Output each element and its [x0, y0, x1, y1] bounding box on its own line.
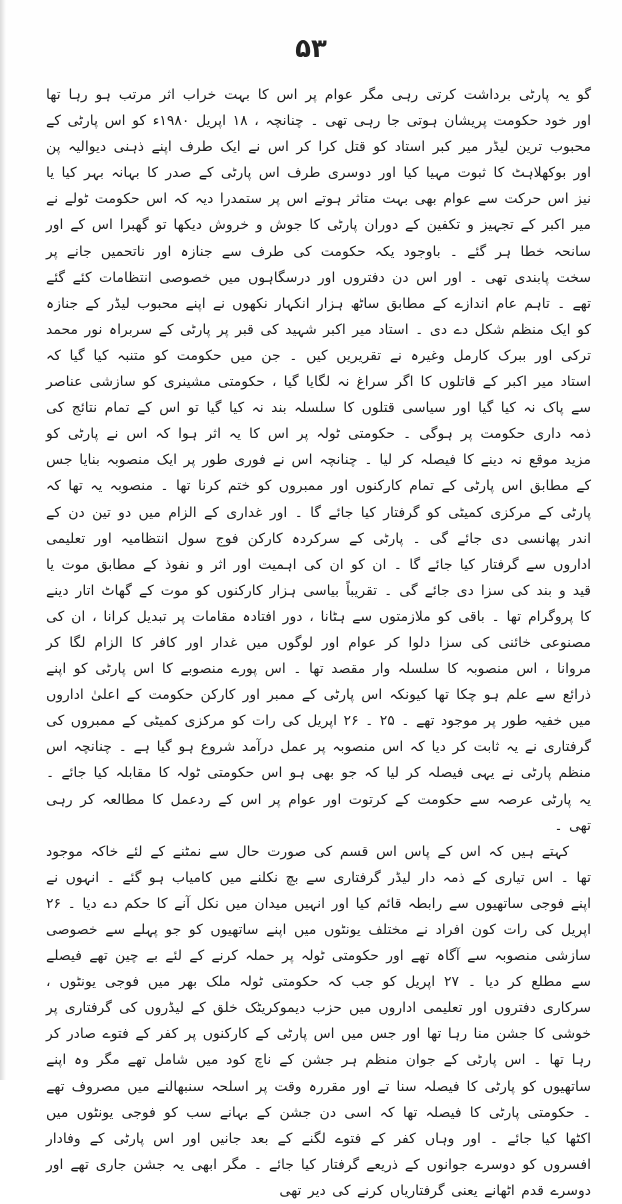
paragraph-1: گو یہ پارٹی برداشت کرتی رہی مگر عوام پر اس کا بہت خراب اثر مرتب ہو رہا تھا اور خود حکومت پریشان ہوتی جا رہی تھی ۔ چنانچہ ، ۱۸ اپریل ۱۹۸۰ء کو اس پارٹی کے محبوب ترین لیڈر میر کبر استاد کو قتل کرا کر اس نے ایک طرف اپنے ذہنی دیوالیہ پن اور بوکھلاہٹ کا ثبوت مہیا کیا اور دوسری طرف اس پارٹی کے صدر کا بہانہ بہر کیا یا نیز اس حرکت سے عوام بھی بہت متاثر ہوتے اس پر ستمدرا دیہ کہ اس حکومت ٹولے نے میر اکبر کے تجہیز و تکفین کے دوران پارٹی کا جوش و خروش دیکھا تو گھبرا اس کے اور سانحہ خطا ہر گئے ۔ باوجود یکہ حکومت کی طرف سے جنازہ اور ناتحمیں جانے پر سخت پابندی تھی ۔ اور اس دن دفتروں اور درسگاہوں میں خصوصی انتظامات کئے گئے تھے ۔ تاہم عام اندازے کے مطابق ساٹھ ہزار انکہار نکھوں نے اپنے محبوب لیڈر کے جنازہ کو ایک منظم شکل دے دی ۔ استاد میر اکبر شہید کی قبر پر پارٹی کے سربراہ نور محمد ترکی اور ببرک کارمل وغیرہ نے تقریریں کیں ۔ جن میں حکومت کو متنبہ کیا گیا کہ استاد میر اکبر کے قاتلوں کا اگر سراغ نہ لگایا گیا ، حکومتی مشینری کو سازشی عناصر سے پاک نہ کیا گیا اور سیاسی قتلوں کا سلسلہ بند نہ کیا گیا تو اس کے تمام نتائج کی ذمہ داری حکومت پر ہوگی ۔ حکومتی ٹولہ پر اس کا یہ اثر ہوا کہ اس نے پارٹی کو مزید موقع نہ دینے کا فیصلہ کر لیا ۔ چنانچہ اس نے فوری طور پر ایک منصوبہ بنایا جس کے مطابق اس پارٹی کے تمام کارکنوں اور ممبروں کو ختم کرنا تھا ۔ منصوبہ یہ تھا کہ پارٹی کے مرکزی کمیٹی کو گرفتار کیا جائے گا ۔ اور غداری کے الزام میں دو تین دن کے اندر پھانسی دی جائے گی ۔ پارٹی کے سرکردہ کارکن فوج سول انتظامیہ اور تعلیمی اداروں سے گرفتار کیا جائے گا ۔ ان کو ان کی اہمیت اور اثر و نفوذ کے مطابق موت یا قید و بند کی سزا دی جائے گی ۔ تقریباً بیاسی ہزار کارکنوں کو موت کے گھاٹ اتار دینے کا پروگرام تھا ۔ باقی کو ملازمتوں سے ہٹانا ، دور افتادہ مقامات پر تبدیل کرانا ، ان کی مصنوعی خائنی کی سزا دلوا کر عوام اور لوگوں میں غدار اور کافر کا الزام لگا کر مروانا ، اس منصوبہ کا سلسلہ وار مقصد تھا ۔ اس پورے منصوبے کا اس پارٹی کو اپنے ذرائع سے علم ہو چکا تھا کیونکہ اس پارٹی کے ممبر اور کارکن حکومت کے اعلیٰ اداروں میں خفیہ طور پر موجود تھے ۔ ۲۵ ۔ ۲۶ اپریل کی رات کو مرکزی کمیٹی کے ممبروں کی گرفتاری نے یہ ثابت کر دیا کہ اس منصوبہ پر عمل درآمد شروع ہو گیا ہے ۔ چنانچہ اس منظم پارٹی نے یہی فیصلہ کر لیا کہ جو بھی ہو اس حکومتی ٹولہ کا مقابلہ کیا جائے ۔ یہ پارٹی عرصہ سے حکومت کے کرتوت اور عوام پر اس کے ردعمل کا مطالعہ کر رہی تھی ۔ — [46, 87, 592, 834]
body-text — [46, 82, 592, 1199]
page-number: ۵۳ — [295, 34, 327, 64]
paragraph-2: کہتے ہیں کہ اس کے پاس اس قسم کی صورت حال سے نمٹنے کے لئے خاکہ موجود تھا ۔ اس تیاری کے ذمہ دار لیڈر گرفتاری سے بچ نکلنے میں کامیاب ہو گئے ۔ انہوں نے اپنے فوجی ساتھیوں سے رابطہ قائم کیا اور انہیں میدان میں نکل آنے کا حکم دے دیا ۔ ۲۶ اپریل کی رات کون افراد نے مختلف یونٹوں میں اپنے ساتھیوں کو جو پہلے سے خصوصی سازشی منصوبہ سے آگاہ تھے اور حکومتی ٹولہ پر حملہ کرنے کے لئے بے چین تھے فیصلے سے مطلع کر دیا ۔ ۲۷ اپریل کو جب کہ حکومتی ٹولہ ملک بھر میں فوجی یونٹوں ، سرکاری دفتروں اور تعلیمی اداروں میں حزب دیموکریٹک خلق کے لیڈروں کی گرفتاری پر خوشی کا جشن منا رہا تھا اور جس میں اس پارٹی کے کارکنوں پر کفر کے فتوے صادر کر رہا تھا ۔ اس پارٹی کے جوان منظم ہر جشن کے ناچ کود میں شامل تھے مگر وہ اپنے ساتھیوں کو پارٹی کا فیصلہ سنا تے اور مقررہ وقت پر اسلحہ سنبھالنے میں مصروف تھے ۔ حکومتی پارٹی کا فیصلہ تھا کہ اسی دن جشن کے بہانے سب کو فوجی یونٹوں میں اکٹھا کیا جائے ۔ اور وہاں کفر کے فتوے لگنے کے بعد جانیں اور اس پارٹی کے وفادار افسروں کو دوسرے جوانوں کے ذریعے گرفتار کیا جائے ۔ مگر ابھی یہ جشن جاری تھے اور دوسرے قدم اٹھانے یعنی گرفتاریاں کرنے کی دیر تھی — [46, 843, 591, 1199]
page-edge-shadow — [0, 0, 6, 1080]
